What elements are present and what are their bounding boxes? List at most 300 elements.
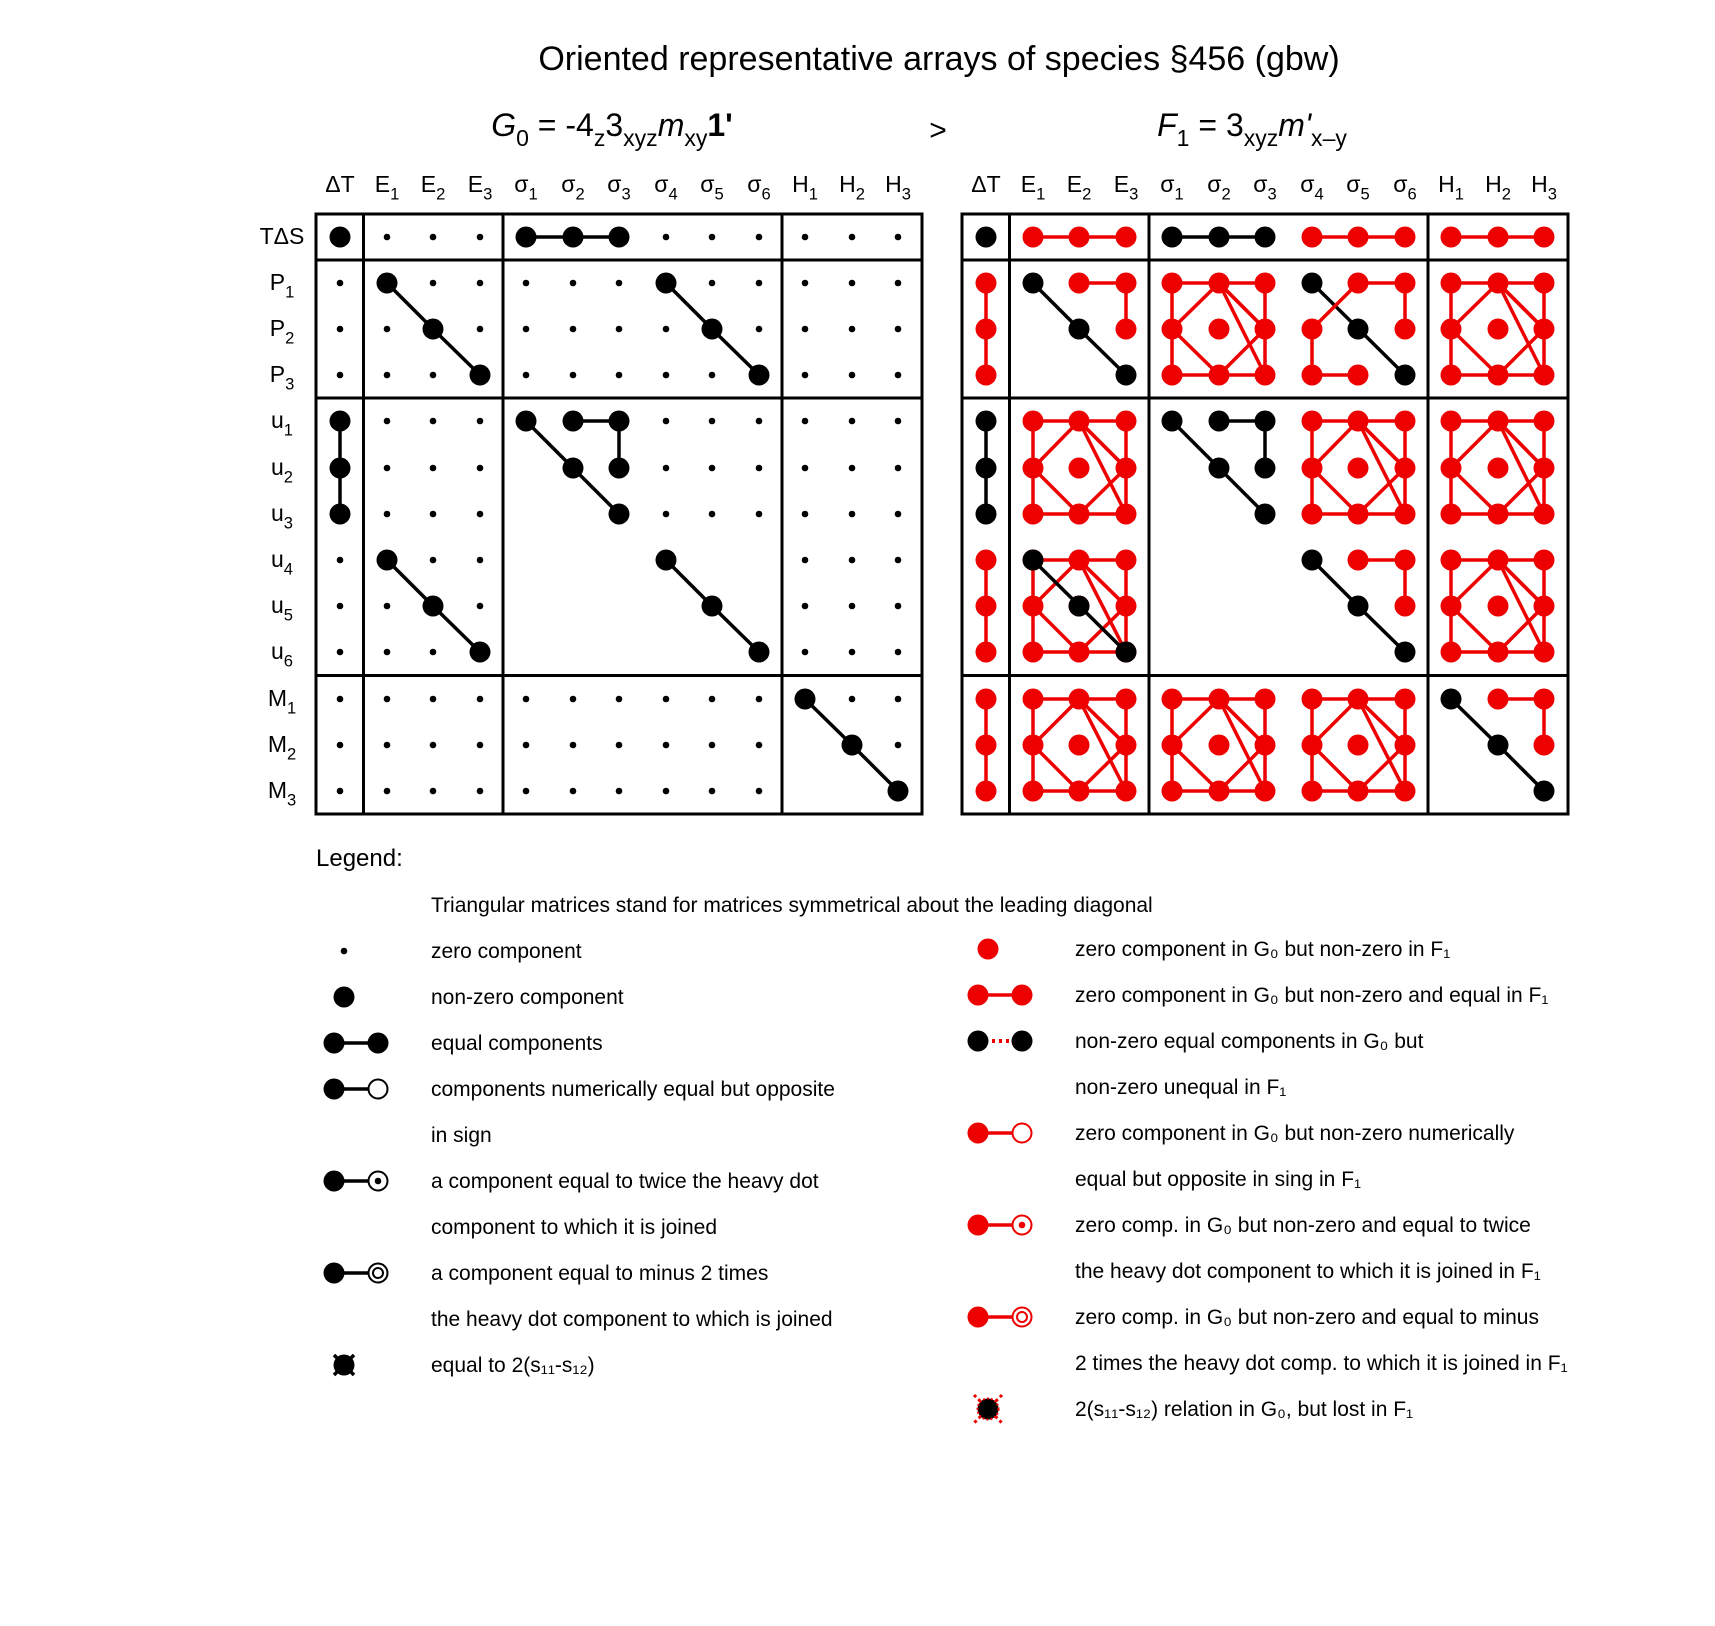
red-dot [1162,273,1183,294]
legend-left-text: in sign [431,1124,492,1147]
nonzero-dot [609,504,630,525]
red-dot [1162,735,1183,756]
zero-dot [709,418,716,425]
nonzero-dot [1395,642,1416,663]
zero-dot [430,234,437,241]
red-dot [1395,596,1416,617]
diagram-title: Oriented representative arrays of species §456 (gbw) [538,40,1340,78]
zero-dot [477,696,484,703]
legend-dot [968,1031,989,1052]
red-dot [1441,319,1462,340]
red-dot [1488,227,1509,248]
zero-dot [849,465,856,472]
zero-dot [570,326,577,333]
red-dot [1023,689,1044,710]
legend-dot [968,1215,989,1236]
red-dot [1116,781,1137,802]
zero-dot [849,418,856,425]
f1-col-header: $E_3$ [1113,171,1139,204]
nonzero-dot [842,735,863,756]
legend-right [968,938,1568,1423]
zero-dot [570,372,577,379]
red-dot [1023,642,1044,663]
legend-right-text: zero comp. in G₀ but non-zero and equal to minus [1075,1306,1539,1329]
red-dot [1255,689,1276,710]
red-dot [1023,735,1044,756]
legend-left-text: equal components [431,1032,603,1055]
nonzero-dot [1395,365,1416,386]
zero-dot [430,280,437,287]
red-dot [976,781,997,802]
nonzero-dot [1302,550,1323,571]
zero-dot [523,742,530,749]
red-dot [1348,273,1369,294]
red-dot [1069,689,1090,710]
zero-dot [663,742,670,749]
red-dot [976,642,997,663]
g0-formula: $G_0 = -4_z3_{xyz}m_{xy}1'$ [491,107,733,152]
legend-left-text: components numerically equal but opposite [431,1078,835,1101]
zero-dot [802,326,809,333]
nonzero-dot [656,273,677,294]
zero-dot [802,234,809,241]
f1-col-header: $\sigma_6$ [1393,171,1417,204]
legend-note: Triangular matrices stand for matrices symmetrical about the leading diagonal [431,894,1153,917]
red-dot [1209,273,1230,294]
legend-right-text: zero comp. in G₀ but non-zero and equal to twice [1075,1214,1531,1237]
red-dot [1534,273,1555,294]
zero-dot [802,465,809,472]
zero-dot [384,742,391,749]
nonzero-dot [1441,689,1462,710]
g0-col-header: $\sigma_5$ [700,171,724,204]
f1-col-header: $E_1$ [1020,171,1046,204]
red-dot [1395,781,1416,802]
red-dot [1488,596,1509,617]
nonzero-dot [1116,642,1137,663]
f1-col-header: $H_3$ [1531,171,1557,204]
red-dot [1534,735,1555,756]
f1-col-header: $H_2$ [1485,171,1511,204]
row-header: $u_2$ [271,454,293,487]
row-header: $P_2$ [269,315,295,348]
red-dot [1488,550,1509,571]
legend-right-text: non-zero equal components in G₀ but [1075,1030,1424,1053]
f1-col-header: $H_1$ [1438,171,1464,204]
zero-dot [895,649,902,656]
zero-dot [849,557,856,564]
red-dot [1069,550,1090,571]
red-dot [1348,550,1369,571]
nonzero-dot [330,458,351,479]
red-dot [1441,365,1462,386]
zero-dot [802,511,809,518]
legend-right-text: 2(s₁₁-s₁₂) relation in G₀, but lost in F₁ [1075,1398,1414,1421]
relation-symbol: > [929,114,947,147]
red-dot [1534,596,1555,617]
zero-dot [756,326,763,333]
red-dot [1395,273,1416,294]
zero-dot [616,326,623,333]
legend-open-dot [369,1264,388,1283]
g0-col-header: $\sigma_6$ [747,171,771,204]
red-dot [1209,689,1230,710]
zero-dot [384,788,391,795]
zero-dot [849,280,856,287]
zero-dot [849,649,856,656]
zero-dot [430,418,437,425]
nonzero-dot [1348,596,1369,617]
row-header: $M_3$ [267,777,297,810]
red-dot [1302,411,1323,432]
red-dot [1534,227,1555,248]
f1-col-header: ΔT [971,171,1001,197]
zero-dot [616,742,623,749]
zero-dot [477,603,484,610]
legend-open-dot [1013,1308,1032,1327]
g0-group-label [491,107,733,151]
nonzero-dot [1255,411,1276,432]
g0-col-header: $\sigma_2$ [561,171,585,204]
f1-formula: $F_1 = 3_{xyz}m'_{x-y}$ [1157,107,1347,152]
nonzero-dot [563,227,584,248]
nonzero-dot [423,596,444,617]
red-dot [1488,319,1509,340]
zero-dot [849,326,856,333]
zero-dot [709,511,716,518]
g0-col-header: $E_1$ [374,171,400,204]
red-dot [976,735,997,756]
zero-dot [709,788,716,795]
zero-dot [477,557,484,564]
zero-dot [756,234,763,241]
legend-cross-dot [334,1355,355,1376]
legend-dot [968,1123,989,1144]
red-dot [1488,273,1509,294]
zero-dot [756,788,763,795]
zero-dot [477,418,484,425]
zero-dot [663,511,670,518]
red-dot [1069,781,1090,802]
row-header: $u_1$ [271,407,293,440]
zero-dot [802,649,809,656]
red-dot [1534,319,1555,340]
zero-dot [570,696,577,703]
nonzero-dot [609,227,630,248]
red-dot [1534,365,1555,386]
nonzero-dot [1069,596,1090,617]
red-dot [1348,781,1369,802]
zero-dot [337,649,344,656]
nonzero-dot [1162,227,1183,248]
zero-dot [756,280,763,287]
red-dot [1302,504,1323,525]
red-dot [1255,319,1276,340]
nonzero-dot [1255,458,1276,479]
nonzero-dot [1023,273,1044,294]
red-dot [1023,781,1044,802]
red-dot [1488,365,1509,386]
red-dot [1255,781,1276,802]
zero-dot [849,603,856,610]
zero-dot [709,742,716,749]
nonzero-dot [976,458,997,479]
legend-zero-dot [341,948,348,955]
red-dot [976,596,997,617]
f1-group-label [1157,107,1347,151]
red-dot [1116,273,1137,294]
legend-right-text: non-zero unequal in F₁ [1075,1076,1287,1099]
legend-left-text: a component equal to twice the heavy dot [431,1170,819,1193]
red-dot [1162,689,1183,710]
zero-dot [337,696,344,703]
zero-dot [337,326,344,333]
zero-dot [895,696,902,703]
zero-dot [663,465,670,472]
legend-dot [968,985,989,1006]
zero-dot [709,465,716,472]
red-dot [1488,642,1509,663]
red-dot [1302,319,1323,340]
zero-dot [384,234,391,241]
red-dot [1534,689,1555,710]
zero-dot [849,511,856,518]
legend-left-text: the heavy dot component to which is joined [431,1308,833,1331]
zero-dot [616,788,623,795]
zero-dot [523,326,530,333]
zero-dot [895,511,902,518]
zero-dot [802,280,809,287]
nonzero-dot [330,504,351,525]
legend-right-text: zero component in G₀ but non-zero and equal in F₁ [1075,984,1549,1007]
nonzero-dot [377,273,398,294]
red-dot [1348,365,1369,386]
zero-dot [895,557,902,564]
zero-dot [663,788,670,795]
f1-col-header: $\sigma_4$ [1300,171,1324,204]
zero-dot [337,280,344,287]
row-header: $P_3$ [269,361,295,394]
red-dot [1441,642,1462,663]
red-dot [1488,689,1509,710]
nonzero-dot [702,596,723,617]
legend-dot [324,1171,345,1192]
red-dot [1441,227,1462,248]
nonzero-dot [1534,781,1555,802]
red-dot [1395,735,1416,756]
zero-dot [663,418,670,425]
red-dot [1069,227,1090,248]
legend-left [324,940,835,1377]
zero-dot [616,372,623,379]
zero-dot [430,742,437,749]
matrix-g0 [260,171,922,814]
red-dot [1023,458,1044,479]
zero-dot [384,603,391,610]
red-dot [1162,781,1183,802]
red-dot [1302,458,1323,479]
zero-dot [895,326,902,333]
nonzero-dot [563,411,584,432]
zero-dot [895,742,902,749]
red-dot [1209,365,1230,386]
red-dot [1209,735,1230,756]
g0-col-header: $\sigma_4$ [654,171,678,204]
red-dot [1488,458,1509,479]
row-header: TΔS [259,223,305,249]
row-header: $u_5$ [271,592,293,625]
g0-col-header: $E_2$ [420,171,446,204]
red-dot [1116,550,1137,571]
red-dot [1023,504,1044,525]
red-dot [1441,596,1462,617]
nonzero-dot [1488,735,1509,756]
red-dot [1069,735,1090,756]
legend-dot [1012,985,1033,1006]
legend-center-dot [1019,1222,1026,1229]
legend-right-text: the heavy dot component to which it is joined in F₁ [1075,1260,1541,1283]
legend-left-text: a component equal to minus 2 times [431,1262,769,1285]
red-dot [1534,642,1555,663]
zero-dot [756,511,763,518]
nonzero-dot [702,319,723,340]
red-dot [1395,319,1416,340]
red-dot [976,273,997,294]
zero-dot [337,603,344,610]
zero-dot [849,696,856,703]
zero-dot [384,418,391,425]
f1-col-header: $\sigma_3$ [1253,171,1277,204]
matrix-f1 [962,171,1568,814]
legend-open-dot [1013,1124,1032,1143]
red-dot [1116,735,1137,756]
legend-left-text: component to which it is joined [431,1216,717,1239]
red-dot [1534,458,1555,479]
g0-col-header: $H_3$ [885,171,911,204]
nonzero-dot [516,411,537,432]
red-dot [1395,689,1416,710]
nonzero-dot [1255,227,1276,248]
nonzero-dot [1209,458,1230,479]
nonzero-dot [1302,273,1323,294]
red-dot [1348,735,1369,756]
red-dot [1116,458,1137,479]
nonzero-dot [976,504,997,525]
nonzero-dot [330,227,351,248]
zero-dot [430,557,437,564]
red-dot [1162,319,1183,340]
legend-left-text: non-zero component [431,986,624,1009]
red-dot [1116,411,1137,432]
legend-left-text: equal to 2(s₁₁-s₁₂) [431,1354,595,1377]
f1-col-header: $\sigma_2$ [1207,171,1231,204]
zero-dot [895,372,902,379]
zero-dot [384,696,391,703]
red-dot [1441,273,1462,294]
zero-dot [895,603,902,610]
legend-right-text: equal but opposite in sing in F₁ [1075,1168,1362,1191]
g0-col-header: $H_1$ [792,171,818,204]
nonzero-dot [749,365,770,386]
legend-right-text: zero component in G₀ but non-zero in F₁ [1075,938,1451,961]
red-dot [1441,411,1462,432]
red-dot [976,365,997,386]
zero-dot [384,465,391,472]
legend-right-text: 2 times the heavy dot comp. to which it is joined in F₁ [1075,1352,1568,1375]
zero-dot [477,788,484,795]
zero-dot [523,788,530,795]
zero-dot [709,372,716,379]
red-dot [1302,227,1323,248]
row-header: $u_6$ [271,638,293,671]
nonzero-dot [330,411,351,432]
g0-col-header: $E_3$ [467,171,493,204]
red-dot [1209,319,1230,340]
nonzero-dot [976,227,997,248]
red-dot [1116,227,1137,248]
red-dot [976,319,997,340]
zero-dot [802,418,809,425]
zero-dot [616,280,623,287]
red-dot [1395,458,1416,479]
zero-dot [895,418,902,425]
g0-col-header: $\sigma_3$ [607,171,631,204]
red-dot [1488,504,1509,525]
red-dot [1069,642,1090,663]
red-dot [1162,365,1183,386]
nonzero-dot [1255,504,1276,525]
nonzero-dot [470,642,491,663]
red-dot [1441,550,1462,571]
row-header: $u_4$ [271,546,293,579]
red-dot [1395,411,1416,432]
zero-dot [895,280,902,287]
legend-open-dot [369,1080,388,1099]
zero-dot [709,696,716,703]
legend-dot [324,1079,345,1100]
nonzero-dot [377,550,398,571]
red-dot [976,689,997,710]
legend-dot [324,1263,345,1284]
nonzero-dot [1023,550,1044,571]
zero-dot [849,372,856,379]
red-dot [1255,273,1276,294]
red-dot [1069,411,1090,432]
g0-col-header: $\sigma_1$ [514,171,538,204]
zero-dot [337,557,344,564]
red-dot [1395,550,1416,571]
red-dot [1302,735,1323,756]
red-dot [1488,411,1509,432]
legend-dot [324,1033,345,1054]
nonzero-dot [1348,319,1369,340]
nonzero-dot [609,411,630,432]
nonzero-dot [563,458,584,479]
red-dot [1302,365,1323,386]
zero-dot [384,649,391,656]
zero-dot [756,465,763,472]
red-dot [1069,504,1090,525]
zero-dot [523,372,530,379]
zero-dot [756,418,763,425]
nonzero-dot [888,781,909,802]
g0-col-header: $H_2$ [839,171,865,204]
nonzero-dot [423,319,444,340]
nonzero-dot [1209,411,1230,432]
red-dot [1534,411,1555,432]
zero-dot [477,511,484,518]
nonzero-dot [1069,319,1090,340]
